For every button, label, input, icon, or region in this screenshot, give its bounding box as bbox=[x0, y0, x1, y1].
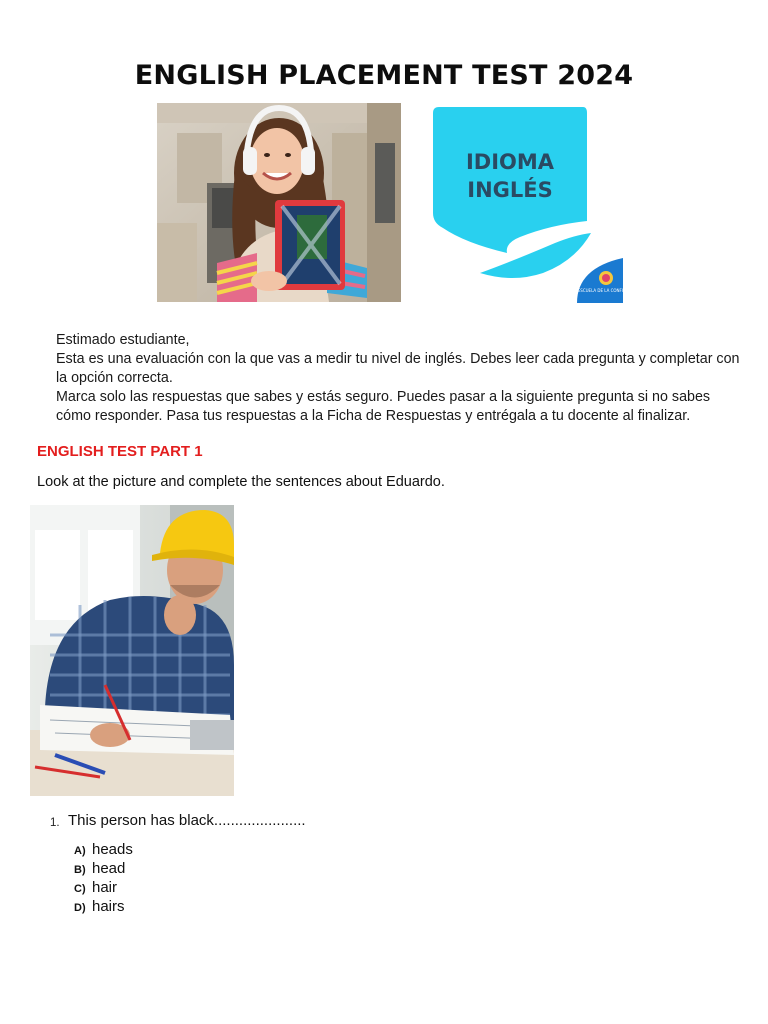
worker-photo bbox=[30, 505, 234, 796]
option-c[interactable] bbox=[74, 879, 133, 898]
option-text: head bbox=[92, 860, 126, 877]
logo-line2: INGLÉS bbox=[467, 178, 553, 202]
page-title: ENGLISH PLACEMENT TEST 2024 bbox=[134, 60, 634, 91]
question-number: 1. bbox=[50, 817, 60, 829]
option-letter: D) bbox=[74, 902, 86, 914]
option-letter: B) bbox=[74, 864, 86, 876]
option-b[interactable] bbox=[74, 860, 133, 879]
part-instruction: Look at the picture and complete the sentences about Eduardo. bbox=[37, 474, 445, 490]
badge-text: ESCUELA DE LA CONFIANZA bbox=[577, 288, 635, 293]
option-letter: C) bbox=[74, 883, 86, 895]
option-text: hairs bbox=[92, 898, 125, 915]
intro-text bbox=[56, 331, 746, 426]
answer-options bbox=[74, 841, 133, 917]
option-text: hair bbox=[92, 879, 118, 896]
part-title: ENGLISH TEST PART 1 bbox=[37, 443, 203, 460]
greeting: Estimado estudiante, bbox=[56, 332, 190, 348]
question-text: This person has black...................... bbox=[68, 812, 306, 829]
option-a[interactable] bbox=[74, 841, 133, 860]
idioma-ingles-logo bbox=[425, 103, 635, 303]
logo-line1: IDIOMA bbox=[465, 150, 555, 174]
intro-paragraph-2: Marca solo las respuestas que sabes y estás seguro. Puedes pasar a la siguiente pregunta si no sabes cómo responder. Pasa tus respuestas a la Ficha de Respuestas y entrégala a tu docente al finalizar. bbox=[56, 389, 711, 424]
option-letter: A) bbox=[74, 845, 86, 857]
intro-paragraph-1: Esta es una evaluación con la que vas a medir tu nivel de inglés. Debes leer cada pregunta y completar con la opción correcta. bbox=[56, 351, 740, 386]
option-d[interactable] bbox=[74, 898, 133, 917]
student-photo bbox=[157, 103, 401, 302]
option-text: heads bbox=[92, 841, 133, 858]
